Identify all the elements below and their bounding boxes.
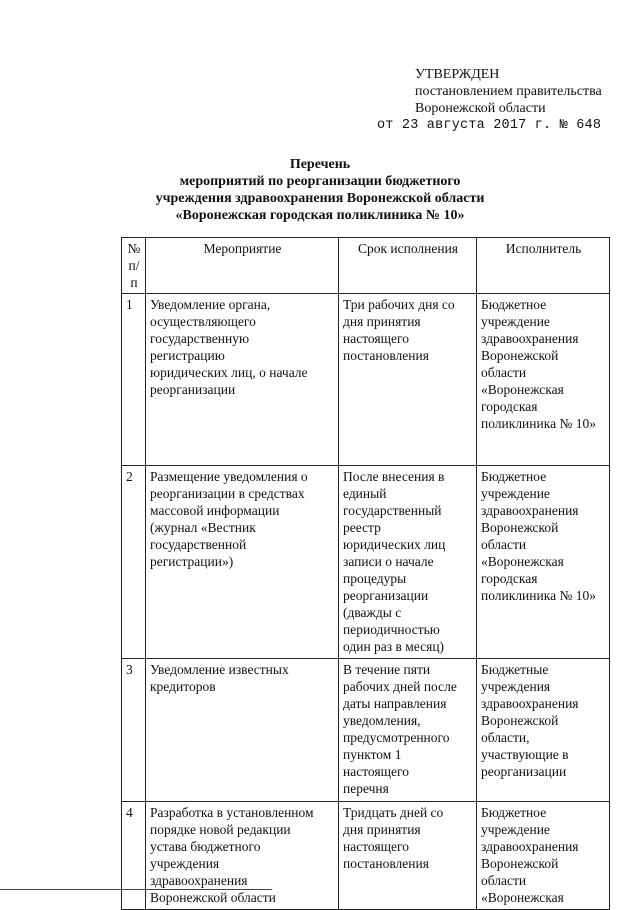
header-num: № п/п xyxy=(122,238,146,294)
table-row xyxy=(122,294,610,466)
approval-line-2: Воронежской области xyxy=(415,101,546,116)
approval-heading: УТВЕРЖДЕН xyxy=(415,67,500,82)
header-executor: Исполнитель xyxy=(477,238,610,294)
table-row xyxy=(122,466,610,659)
row-term: В течение пяти рабочих дней после даты направления уведомления, предусмотренного пунктом 1 настоящего перечня xyxy=(339,659,477,802)
row-executor: Бюджетные учреждения здравоохранения Воронежской области, участвующие в реорганизации xyxy=(477,659,610,802)
approval-date: от 23 августа 2017 г. № 648 xyxy=(377,118,602,133)
row-event: Размещение уведомления о реорганизации в средствах массовой информации (журнал «Вестник государственной регистрации») xyxy=(146,466,339,659)
row-executor: Бюджетное учреждение здравоохранения Воронежской области «Воронежская xyxy=(477,802,610,910)
table-row xyxy=(122,659,610,802)
row-term: Тридцать дней со дня принятия настоящего постановления xyxy=(339,802,477,910)
title-line-2: мероприятий по реорганизации бюджетного xyxy=(179,174,461,189)
title-line-3: учреждения здравоохранения Воронежской области xyxy=(155,191,485,206)
row-num: 2 xyxy=(122,466,146,659)
row-event: Разработка в установленном порядке новой редакции устава бюджетного учреждения здравоохранения Воронежской области xyxy=(146,802,339,910)
title-line-4: «Воронежская городская поликлиника № 10» xyxy=(175,208,465,223)
approval-line-1: постановлением правительства xyxy=(415,84,602,99)
table-row xyxy=(122,802,610,910)
row-event: Уведомление известных кредиторов xyxy=(146,659,339,802)
row-num: 3 xyxy=(122,659,146,802)
row-executor: Бюджетное учреждение здравоохранения Воронежской области «Воронежская городская поликлиника № 10» xyxy=(477,294,610,466)
header-term: Срок исполнения xyxy=(339,238,477,294)
row-term: Три рабочих дня со дня принятия настоящего постановления xyxy=(339,294,477,466)
measures-table xyxy=(121,237,610,910)
row-num: 4 xyxy=(122,802,146,910)
row-event: Уведомление органа, осуществляющего государственную регистрацию юридических лиц, о начале реорганизации xyxy=(146,294,339,466)
title-line-1: Перечень xyxy=(289,157,351,172)
row-term: После внесения в единый государственный реестр юридических лиц записи о начале процедуры реорганизации (дважды с периодичностью один раз в месяц) xyxy=(339,466,477,659)
document-title xyxy=(150,156,490,224)
row-num: 1 xyxy=(122,294,146,466)
table-header-row xyxy=(122,238,610,294)
row-executor: Бюджетное учреждение здравоохранения Воронежской области «Воронежская городская поликлиника № 10» xyxy=(477,466,610,659)
footnote-divider xyxy=(0,889,272,890)
header-event: Мероприятие xyxy=(146,238,339,294)
approval-stamp xyxy=(377,66,602,134)
